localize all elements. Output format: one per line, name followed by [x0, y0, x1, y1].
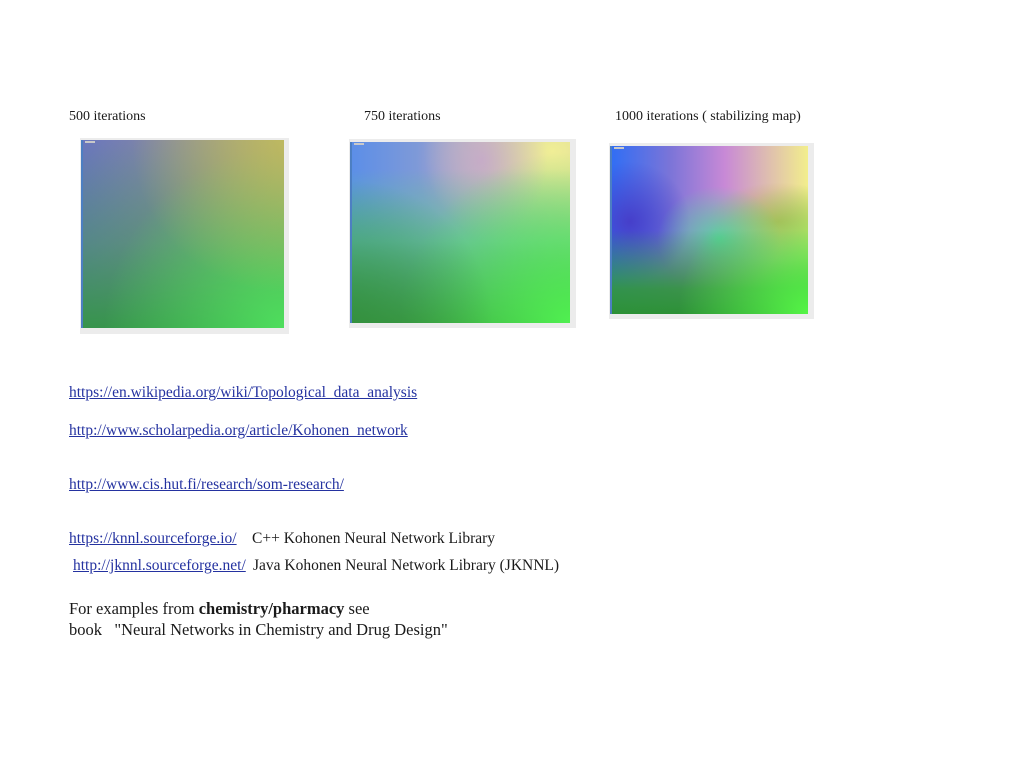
jknnl-description: Java Kohonen Neural Network Library (JKNNL) — [253, 557, 560, 574]
som-map-750-image — [350, 142, 570, 323]
link-knnl[interactable]: https://knnl.sourceforge.io/ — [69, 530, 237, 547]
som-map-500-image — [81, 140, 284, 328]
link-topological-data-analysis[interactable]: https://en.wikipedia.org/wiki/Topological_data_analysis — [69, 384, 418, 401]
map-caption-750: 750 iterations — [364, 109, 441, 124]
som-map-1000-image — [610, 146, 808, 314]
link-scholarpedia-kohonen[interactable]: http://www.scholarpedia.org/article/Kohonen_network — [69, 422, 408, 439]
examples-suffix: see — [344, 599, 370, 618]
examples-paragraph — [69, 598, 448, 640]
examples-prefix: For examples from — [69, 599, 199, 618]
examples-line-2: book "Neural Networks in Chemistry and Drug Design" — [69, 620, 448, 639]
map-caption-500: 500 iterations — [69, 109, 146, 124]
examples-line-1 — [69, 598, 448, 619]
link-jknnl[interactable]: http://jknnl.sourceforge.net/ — [73, 557, 246, 574]
map-caption-1000: 1000 iterations ( stabilizing map) — [615, 109, 801, 124]
examples-bold-topic: chemistry/pharmacy — [198, 599, 345, 618]
link-cis-som-research[interactable]: http://www.cis.hut.fi/research/som-research/ — [69, 476, 344, 493]
knnl-description: C++ Kohonen Neural Network Library — [252, 530, 496, 547]
